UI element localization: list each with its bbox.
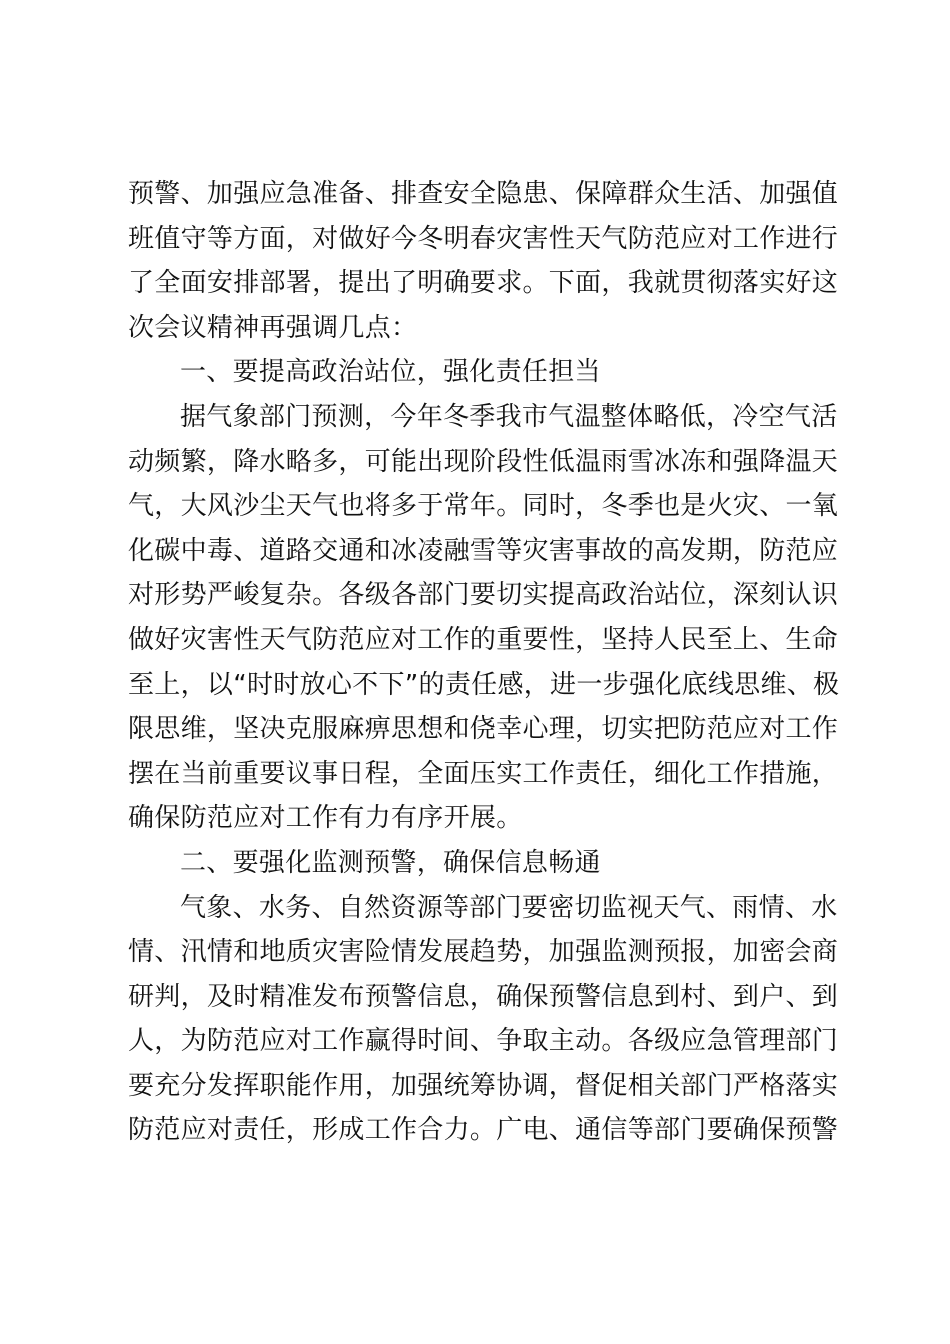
text-line: 确保防范应对工作有力有序开展。 <box>128 803 523 834</box>
text-line: 人，为防范应对工作赢得时间、争取主动。各级应急管理部门 <box>128 1026 839 1057</box>
text-line: 据气象部门预测，今年冬季我市气温整体略低，冷空气活 <box>180 401 838 432</box>
text-line: 预警、加强应急准备、排查安全隐患、保障群众生活、加强值 <box>128 179 839 209</box>
paragraph-2 <box>128 395 840 841</box>
section-heading-1: 一、要提高政治站位，强化责任担当 <box>180 357 601 388</box>
paragraph-1 <box>128 172 839 350</box>
text-line: 摆在当前重要议事日程，全面压实工作责任，细化工作措施， <box>128 758 839 789</box>
paragraph-3 <box>128 886 839 1154</box>
text-line: 班值守等方面，对做好今冬明春灾害性天气防范应对工作进行 <box>128 223 839 254</box>
text-line: 对形势严峻复杂。各级各部门要切实提高政治站位，深刻认识 <box>128 580 839 611</box>
text-line: 要充分发挥职能作用，加强统筹协调，督促相关部门严格落实 <box>128 1070 839 1101</box>
text-line: 了全面安排部署，提出了明确要求。下面，我就贯彻落实好这 <box>128 268 839 299</box>
text-line: 次会议精神再强调几点： <box>128 312 418 343</box>
text-line: 研判，及时精准发布预警信息，确保预警信息到村、到户、到 <box>128 981 839 1012</box>
text-line: 动频繁，降水略多，可能出现阶段性低温雨雪冰冻和强降温天 <box>128 446 839 477</box>
text-line: 防范应对责任，形成工作合力。广电、通信等部门要确保预警 <box>128 1115 839 1146</box>
text-line: 至上，以“时时放心不下”的责任感，进一步强化底线思维、极 <box>128 669 840 700</box>
section-heading-2: 二、要强化监测预警，确保信息畅通 <box>180 847 601 878</box>
text-line: 情、汛情和地质灾害险情发展趋势，加强监测预报，加密会商 <box>128 937 839 968</box>
text-line: 气，大风沙尘天气也将多于常年。同时，冬季也是火灾、一氧 <box>128 491 839 522</box>
text-line: 做好灾害性天气防范应对工作的重要性，坚持人民至上、生命 <box>128 624 839 655</box>
text-line: 限思维，坚决克服麻痹思想和侥幸心理，切实把防范应对工作 <box>128 714 839 745</box>
text-line: 化碳中毒、道路交通和冰凌融雪等灾害事故的高发期，防范应 <box>128 535 839 566</box>
document-body <box>128 172 840 1153</box>
text-line: 气象、水务、自然资源等部门要密切监视天气、雨情、水 <box>180 892 838 923</box>
